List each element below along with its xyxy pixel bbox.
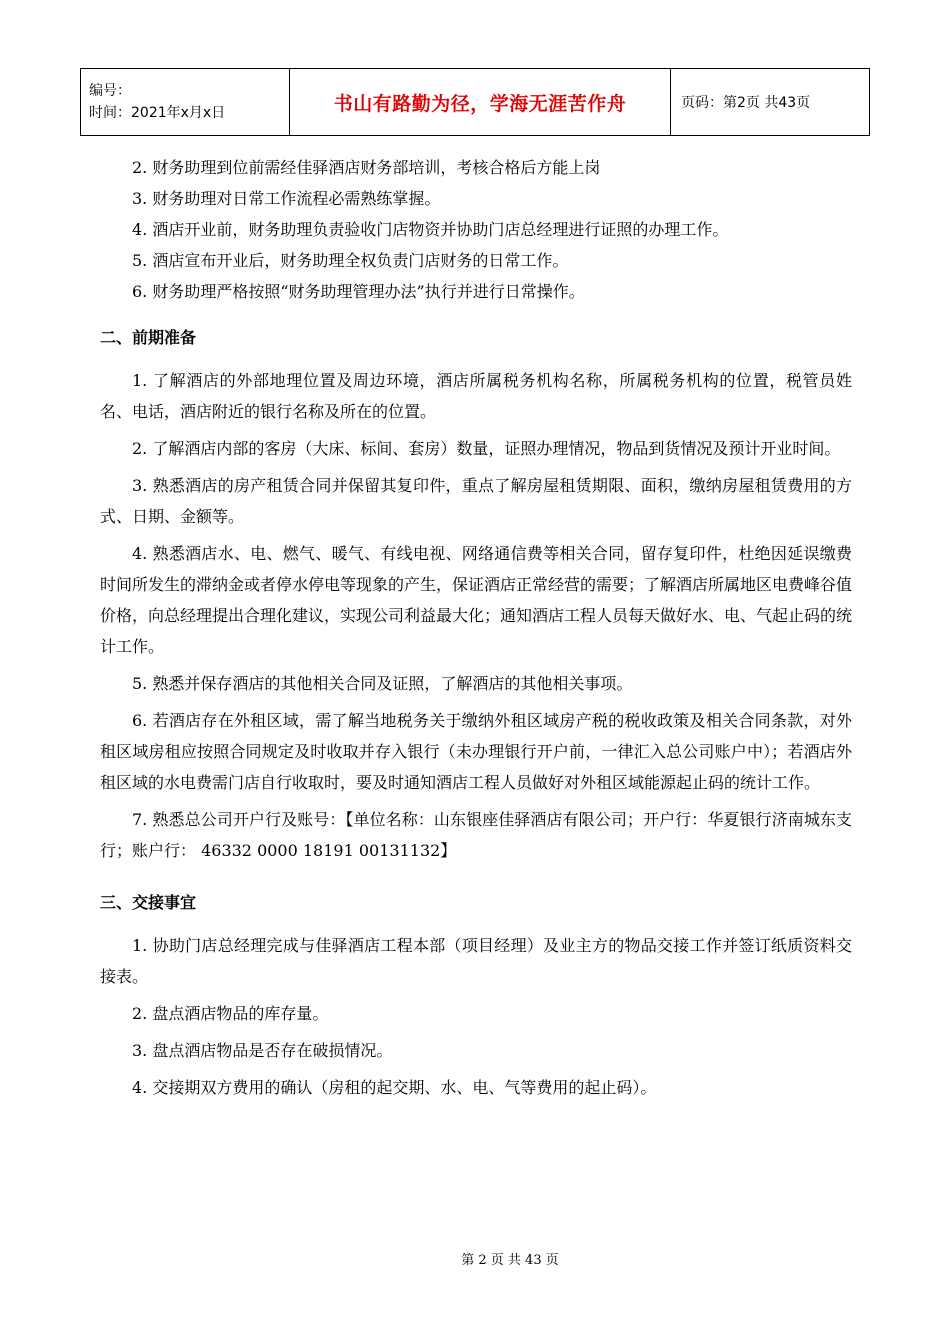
paragraph: 1. 协助门店总经理完成与佳驿酒店工程本部（项目经理）及业主方的物品交接工作并签订纸质资料交接表。 bbox=[100, 936, 852, 986]
list-item: 4. 酒店开业前，财务助理负责验收门店物资并协助门店总经理进行证照的办理工作。 bbox=[132, 220, 729, 239]
header-meta bbox=[81, 69, 290, 136]
list-item: 5. 酒店宣布开业后，财务助理全权负责门店财务的日常工作。 bbox=[132, 251, 569, 270]
paragraph: 5. 熟悉并保存酒店的其他相关合同及证照，了解酒店的其他相关事项。 bbox=[132, 674, 633, 693]
paragraph: 1. 了解酒店的外部地理位置及周边环境，酒店所属税务机构名称，所属税务机构的位置，税管员姓名、电话，酒店附近的银行名称及所在的位置。 bbox=[100, 371, 852, 421]
paragraph: 2. 盘点酒店物品的库存量。 bbox=[132, 1004, 329, 1023]
doc-time-label: 时间：2021年x月x日 bbox=[89, 105, 226, 121]
paragraph: 4. 交接期双方费用的确认（房租的起交期、水、电、气等费用的起止码）。 bbox=[132, 1078, 657, 1097]
paragraph: 7. 熟悉总公司开户行及账号：【单位名称：山东银座佳驿酒店有限公司；开户行：华夏银行济南城东支行；账户行： 46332 0000 18191 00131132】 bbox=[100, 810, 852, 860]
paragraph: 6. 若酒店存在外租区域，需了解当地税务关于缴纳外租区域房产税的税收政策及相关合同条款，对外租区域房租应按照合同规定及时收取并存入银行（未办理银行开户前，一律汇入总公司账户中）；若酒店外租区域的水电费需门店自行收取时，要及时通知酒店工程人员做好对外租区域能源起止码的统计工作。 bbox=[100, 711, 852, 792]
list-item: 3. 财务助理对日常工作流程必需熟练掌握。 bbox=[132, 189, 441, 208]
section-heading: 三、交接事宜 bbox=[100, 893, 197, 912]
header-page-label: 页码：第2页 共43页 bbox=[671, 69, 870, 136]
paragraph: 4. 熟悉酒店水、电、燃气、暖气、有线电视、网络通信费等相关合同，留存复印件，杜绝因延误缴费时间所发生的滞纳金或者停水停电等现象的产生，保证酒店正常经营的需要；了解酒店所属地区电费峰谷值价格，向总经理提出合理化建议，实现公司利益最大化；通知酒店工程人员每天做好水、电、气起止码的统计工作。 bbox=[100, 544, 853, 656]
paragraph: 2. 了解酒店内部的客房（大床、标间、套房）数量，证照办理情况，物品到货情况及预计开业时间。 bbox=[132, 439, 841, 458]
list-item: 2. 财务助理到位前需经佳驿酒店财务部培训，考核合格后方能上岗 bbox=[132, 158, 601, 177]
document-body bbox=[100, 152, 852, 1109]
doc-number-label: 编号： bbox=[89, 83, 131, 99]
section-heading: 二、前期准备 bbox=[100, 328, 197, 347]
list-item: 6. 财务助理严格按照“财务助理管理办法”执行并进行日常操作。 bbox=[132, 282, 585, 301]
header-table bbox=[80, 68, 870, 136]
header-motto: 书山有路勤为径，学海无涯苦作舟 bbox=[290, 69, 671, 136]
paragraph: 3. 盘点酒店物品是否存在破损情况。 bbox=[132, 1041, 393, 1060]
paragraph: 3. 熟悉酒店的房产租赁合同并保留其复印件，重点了解房屋租赁期限、面积，缴纳房屋租赁费用的方式、日期、金额等。 bbox=[100, 476, 852, 526]
page-footer: 第 2 页 共 43 页 bbox=[461, 1253, 559, 1268]
